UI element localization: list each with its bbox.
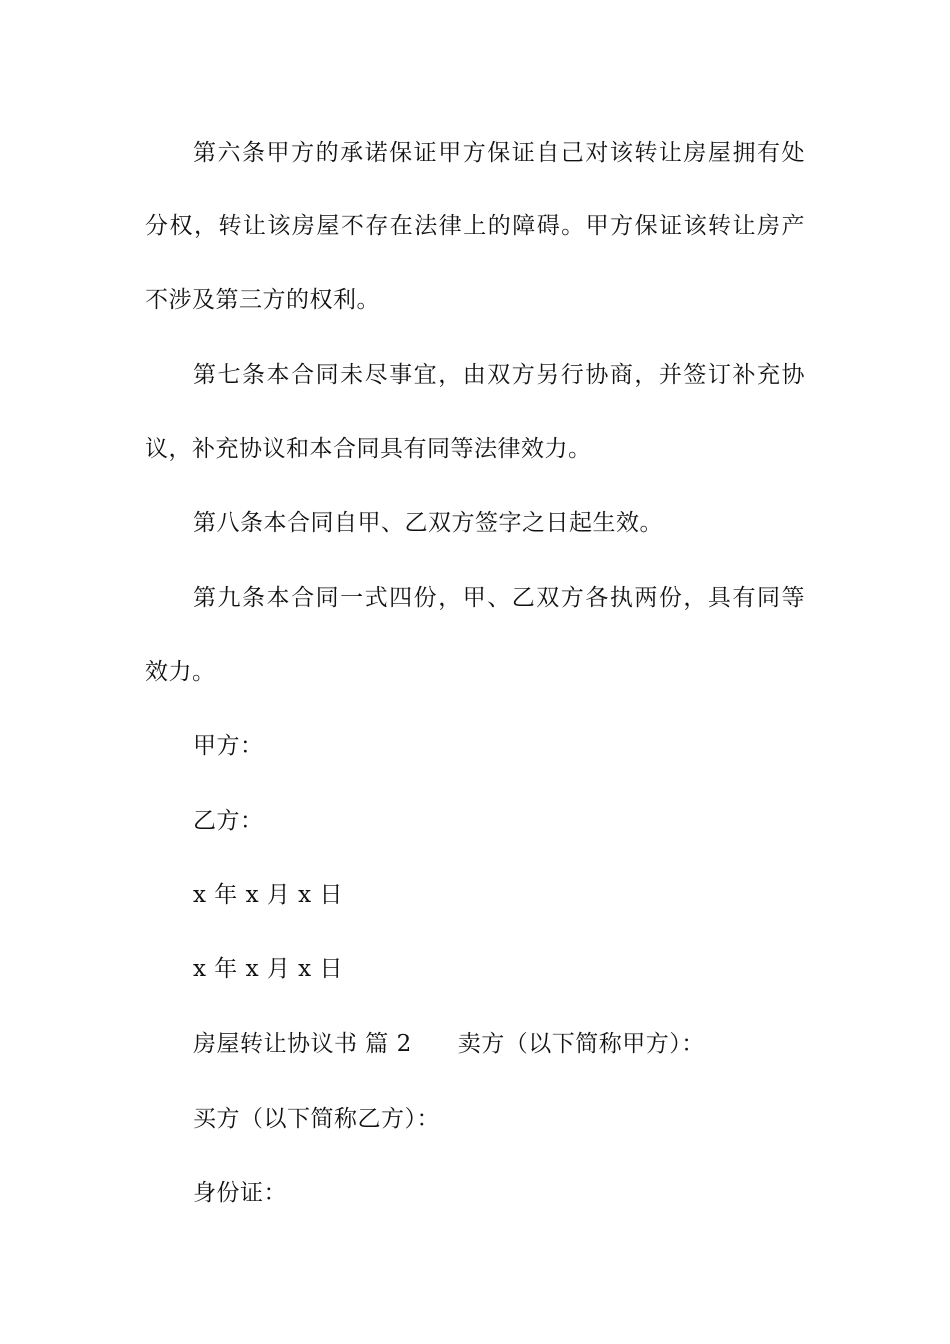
party-a-label: 甲方：	[193, 733, 264, 759]
article-7-line-1: 第七条本合同未尽事宜，由双方另行协商，并签订补充协	[193, 362, 805, 388]
article-9-line-1: 第九条本合同一式四份，甲、乙双方各执两份，具有同等	[193, 585, 805, 611]
section-heading: 房屋转让协议书 篇 2	[193, 1031, 412, 1057]
article-7-line-2: 议，补充协议和本合同具有同等法律效力。	[145, 436, 592, 462]
date-line-1: x 年 x 月 x 日	[193, 882, 343, 908]
article-6-line-2: 分权，转让该房屋不存在法律上的障碍。甲方保证该转让房产	[145, 213, 805, 239]
seller-label: 卖方（以下简称甲方）：	[457, 1031, 705, 1057]
section-heading-row	[193, 1029, 853, 1059]
party-b-label: 乙方：	[193, 808, 264, 834]
date-line-2: x 年 x 月 x 日	[193, 956, 343, 982]
article-9-line-2: 效力。	[145, 659, 216, 685]
article-6-line-3: 不涉及第三方的权利。	[145, 287, 380, 313]
id-card-label: 身份证：	[193, 1180, 287, 1206]
article-8: 第八条本合同自甲、乙双方签字之日起生效。	[193, 510, 663, 536]
article-6-line-1: 第六条甲方的承诺保证甲方保证自己对该转让房屋拥有处	[193, 140, 805, 166]
buyer-label: 买方（以下简称乙方）：	[193, 1106, 440, 1132]
